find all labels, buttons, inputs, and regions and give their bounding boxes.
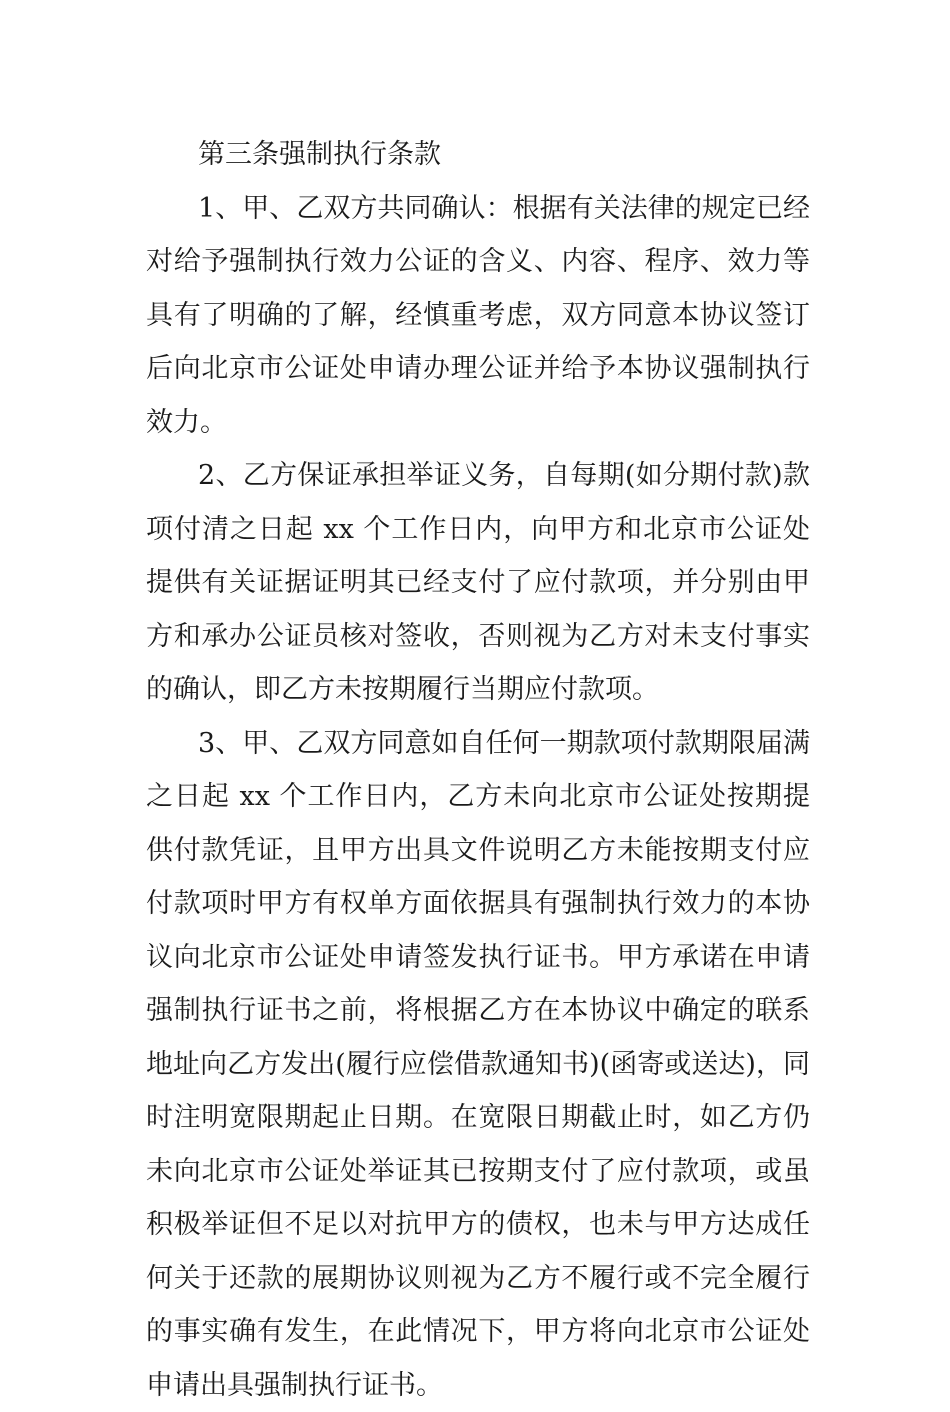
clause-paragraph-2: 2、乙方保证承担举证义务，自每期(如分期付款)款项付清之日起 xx 个工作日内，向甲方和北京市公证处提供有关证据证明其已经支付了应付款项，并分别由甲方和承办公证员核对签收，否则视为乙方对未支付事实的确认，即乙方未按期履行当期应付款项。 [146, 449, 810, 717]
clause-paragraph-1: 1、甲、乙双方共同确认：根据有关法律的规定已经对给予强制执行效力公证的含义、内容、程序、效力等具有了明确的了解，经慎重考虑，双方同意本协议签订后向北京市公证处申请办理公证并给予本协议强制执行效力。 [146, 182, 810, 450]
section-heading: 第三条强制执行条款 [146, 128, 810, 182]
clause-paragraph-3: 3、甲、乙双方同意如自任何一期款项付款期限届满之日起 xx 个工作日内，乙方未向北京市公证处按期提供付款凭证，且甲方出具文件说明乙方未能按期支付应付款项时甲方有权单方面依据具有强制执行效力的本协议向北京市公证处申请签发执行证书。甲方承诺在申请强制执行证书之前，将根据乙方在本协议中确定的联系地址向乙方发出(履行应偿借款通知书)(函寄或送达)，同时注明宽限期起止日期。在宽限日期截止时，如乙方仍未向北京市公证处举证其已按期支付了应付款项，或虽积极举证但不足以对抗甲方的债权，也未与甲方达成任何关于还款的展期协议则视为乙方不履行或不完全履行的事实确有发生，在此情况下，甲方将向北京市公证处申请出具强制执行证书。 [146, 717, 810, 1412]
document-body [146, 128, 810, 1412]
